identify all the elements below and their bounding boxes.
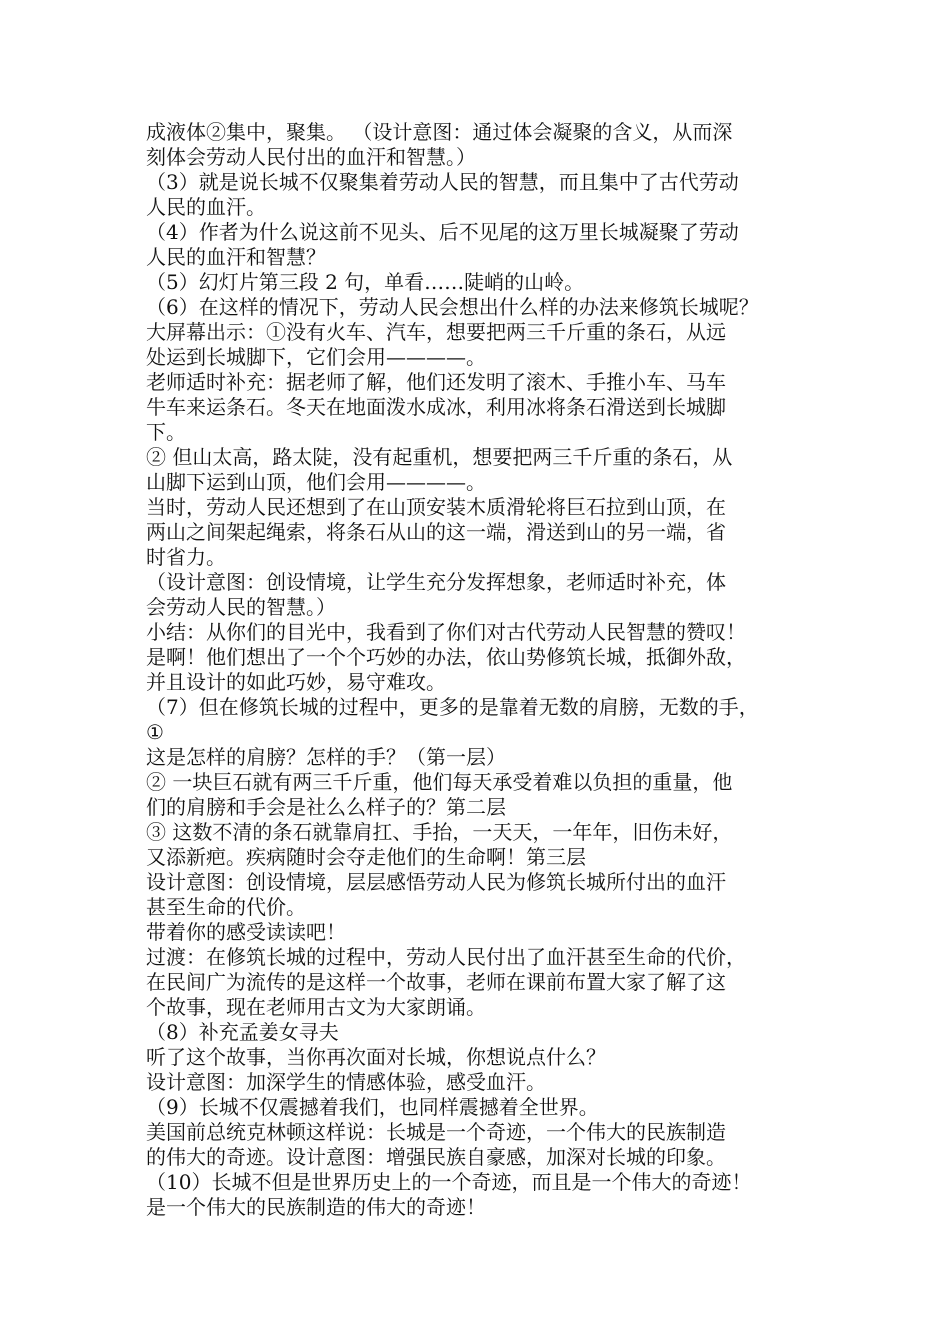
document-page: [146, 120, 816, 1220]
text-line: 老师适时补充：据老师了解，他们还发明了滚木、手推小车、马车: [146, 370, 726, 394]
text-line: 牛车来运条石。冬天在地面泼水成冰，利用冰将条石滑送到长城脚: [146, 395, 726, 419]
text-line: （设计意图：创设情境，让学生充分发挥想象，老师适时补充，体: [146, 570, 726, 594]
text-line: 又添新疤。疾病随时会夺走他们的生命啊！第三层: [146, 845, 586, 869]
text-line: 大屏幕出示：①没有火车、汽车，想要把两三千斤重的条石，从远: [146, 320, 726, 344]
text-line: 是啊！他们想出了一个个巧妙的办法，依山势修筑长城，抵御外敌，: [146, 645, 746, 669]
text-line: 这是怎样的肩膀？怎样的手？（第一层）: [146, 745, 506, 769]
text-line: （6）在这样的情况下，劳动人民会想出什么样的办法来修筑长城呢？: [146, 295, 759, 319]
text-line: ①: [146, 720, 164, 744]
text-line: 成液体②集中，聚集。 （设计意图：通过体会凝聚的含义，从而深: [146, 120, 733, 144]
text-line: 在民间广为流传的是这样一个故事，老师在课前布置大家了解了这: [146, 970, 726, 994]
text-line: 下。: [146, 420, 186, 444]
text-line: 个故事，现在老师用古文为大家朗诵。: [146, 995, 486, 1019]
text-line: 人民的血汗。: [146, 195, 266, 219]
text-line: 两山之间架起绳索，将条石从山的这一端，滑送到山的另一端，省: [146, 520, 726, 544]
text-line: 刻体会劳动人民付出的血汗和智慧。）: [146, 145, 476, 169]
text-line: 过渡：在修筑长城的过程中，劳动人民付出了血汗甚至生命的代价，: [146, 945, 746, 969]
text-line: 并且设计的如此巧妙，易守难攻。: [146, 670, 446, 694]
text-line: ② 一块巨石就有两三千斤重，他们每天承受着难以负担的重量，他: [146, 770, 733, 794]
text-line: （8）补充孟姜女寻夫: [146, 1020, 339, 1044]
text-line: （5）幻灯片第三段 2 句，单看……陡峭的山岭。: [146, 270, 585, 294]
text-line: 带着你的感受读读吧！: [146, 920, 346, 944]
text-line: 甚至生命的代价。: [146, 895, 306, 919]
text-line: 设计意图：创设情境，层层感悟劳动人民为修筑长城所付出的血汗: [146, 870, 726, 894]
text-line: （4）作者为什么说这前不见头、后不见尾的这万里长城凝聚了劳动: [146, 220, 739, 244]
text-line: ③ 这数不清的条石就靠肩扛、手抬，一天天，一年年，旧伤未好，: [146, 820, 733, 844]
text-line: 是一个伟大的民族制造的伟大的奇迹！: [146, 1195, 486, 1219]
text-line: （7）但在修筑长城的过程中，更多的是靠着无数的肩膀，无数的手，: [146, 695, 759, 719]
text-line: （3）就是说长城不仅聚集着劳动人民的智慧，而且集中了古代劳动: [146, 170, 739, 194]
text-line: 们的肩膀和手会是社么么样子的？第二层: [146, 795, 506, 819]
text-line: 小结：从你们的目光中，我看到了你们对古代劳动人民智慧的赞叹！: [146, 620, 746, 644]
text-line: 山脚下运到山顶，他们会用————。: [146, 470, 486, 494]
text-line: 当时，劳动人民还想到了在山顶安装木质滑轮将巨石拉到山顶，在: [146, 495, 726, 519]
text-line: 会劳动人民的智慧。）: [146, 595, 336, 619]
text-line: 听了这个故事，当你再次面对长城，你想说点什么？: [146, 1045, 606, 1069]
text-line: （10）长城不但是世界历史上的一个奇迹，而且是一个伟大的奇迹！: [146, 1170, 752, 1194]
text-line: ② 但山太高，路太陡，没有起重机，想要把两三千斤重的条石，从: [146, 445, 733, 469]
text-line: 的伟大的奇迹。设计意图：增强民族自豪感，加深对长城的印象。: [146, 1145, 726, 1169]
text-line: 处运到长城脚下，它们会用————。: [146, 345, 486, 369]
text-line: 人民的血汗和智慧？: [146, 245, 326, 269]
text-line: （9）长城不仅震撼着我们，也同样震撼着全世界。: [146, 1095, 599, 1119]
text-line: 时省力。: [146, 545, 226, 569]
text-line: 设计意图：加深学生的情感体验，感受血汗。: [146, 1070, 546, 1094]
text-line: 美国前总统克林顿这样说：长城是一个奇迹，一个伟大的民族制造: [146, 1120, 726, 1144]
